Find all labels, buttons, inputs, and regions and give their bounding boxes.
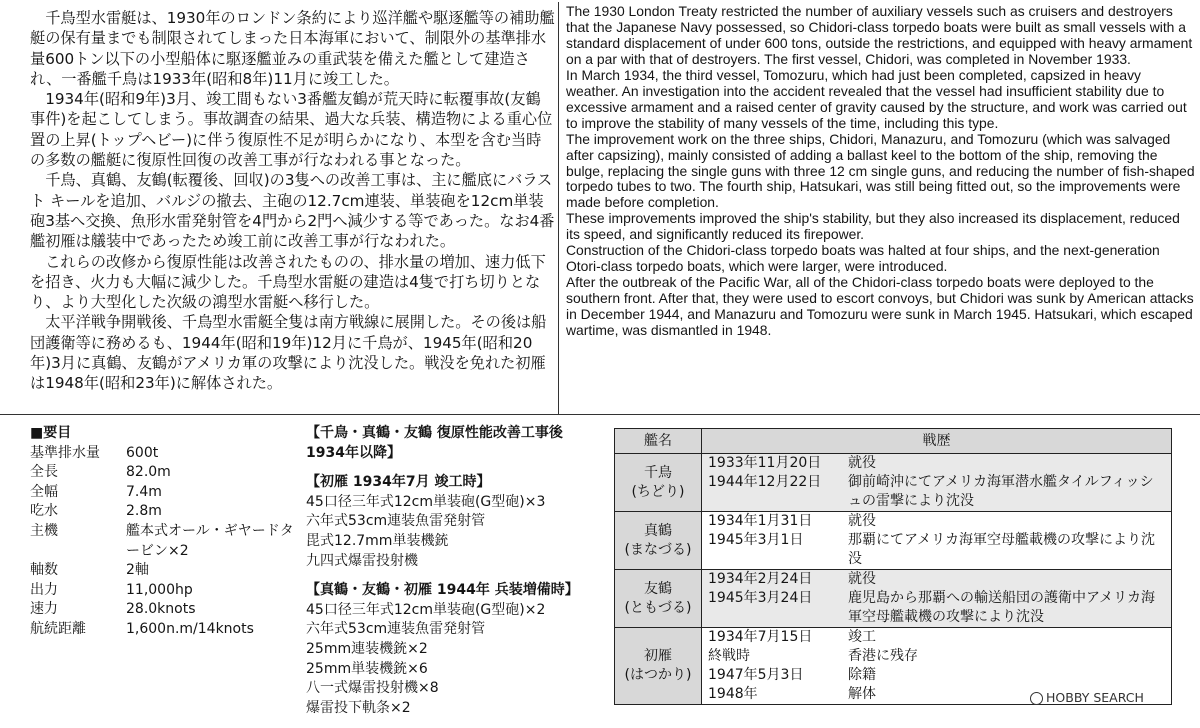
armament-title: 【千鳥・真鶴・友鶴 復原性能改善工事後 1934年以降】 bbox=[306, 425, 563, 461]
armament-item: 25mm連装機銃×2 bbox=[306, 640, 428, 657]
event bbox=[702, 628, 1171, 647]
jp-paragraph-1: 千鳥型水雷艇は、1930年のロンドン条約により巡洋艦や駆逐艦等の補助艦艇の保有量までも制限されてしまった日本海軍において、制限外の基準排水量600トン以下の小型船体に駆逐艦並みの重武装を備えた艦として建造され、一番艦千鳥は1933年(昭和8年)11月に竣工した。 bbox=[30, 9, 555, 88]
armament-item: 六年式53cm連装魚雷発射管 bbox=[306, 513, 486, 530]
event bbox=[702, 454, 1171, 473]
jp-paragraph-4: これらの改修から復原性能は改善されたものの、排水量の増加、速力低下を招き、火力も大幅に減少した。千鳥型水雷艇の建造は4隻で打ち切りとなり、より大型化した次級の鴻型水雷艇へ移行した。 bbox=[30, 252, 546, 312]
spec-value: 1,600n.m/14knots bbox=[126, 620, 254, 637]
armament-item: 八一式爆雷投射機×8 bbox=[306, 680, 439, 697]
event-text: 御前崎沖にてアメリカ海軍潜水艦タイルフィッシュの雷撃により沈没 bbox=[848, 474, 1154, 509]
event-text: 就役 bbox=[848, 571, 876, 587]
armament-section bbox=[306, 473, 606, 571]
event-text: 那覇にてアメリカ海軍空母艦載機の攻撃により沈没 bbox=[848, 532, 1156, 567]
event-date: 1945年3月1日 bbox=[708, 532, 804, 548]
career-row bbox=[615, 512, 1172, 570]
spec-label: 軸数 bbox=[30, 562, 58, 579]
event bbox=[702, 473, 1171, 511]
ship-name: 友鶴 bbox=[644, 580, 672, 597]
spec-value: 7.4m bbox=[126, 483, 162, 500]
event-text: 就役 bbox=[848, 513, 876, 529]
spec-value: 2軸 bbox=[126, 562, 149, 579]
en-paragraph-5: Construction of the Chidori-class torpedo boats was halted at four ships, and the next-generation Otori-class torpedo boats, which were larger, were introduced. bbox=[566, 242, 1160, 275]
en-paragraph-3: The improvement work on the three ships, Chidori, Manazuru, and Tomozuru (which was salvaged after capsizing), mainly consisted of adding a ballast keel to the bottom of the ship, removing the bulge, replacing the single guns with three 12 cm single guns, and reducing the number of fish-shaped torpedo tubes to two. The fourth ship, Hatsukari, was still being fitted out, so the improvements were made before completion. bbox=[566, 130, 1195, 211]
spec-row bbox=[30, 581, 306, 601]
jp-paragraph-5: 太平洋戦争開戦後、千鳥型水雷艇全隻は南方戦線に展開した。その後は船団護衛等に務めるも、1944年(昭和19年)12月に千鳥が、1945年(昭和20年)3月に真鶴、友鶴がアメリカ軍の攻撃により沈没した。戦没を免れた初雁は1948年(昭和23年)に解体された。 bbox=[30, 313, 547, 393]
event-date: 1947年5月3日 bbox=[708, 667, 804, 683]
event-date: 1945年3月24日 bbox=[708, 590, 813, 606]
ship-reading: (ともづる) bbox=[624, 599, 692, 616]
ship-reading: (はつかり) bbox=[624, 667, 692, 683]
armament-item: 45口径三年式12cm単装砲(G型砲)×2 bbox=[306, 601, 546, 618]
ship-name-cell bbox=[615, 512, 702, 570]
events-cell bbox=[702, 570, 1172, 628]
header-history: 戦歴 bbox=[702, 429, 1172, 454]
section-divider bbox=[0, 414, 1200, 415]
specifications bbox=[30, 424, 306, 640]
ship-reading: (まなづる) bbox=[624, 541, 692, 558]
english-description bbox=[566, 4, 1196, 339]
jp-paragraph-3: 千鳥、真鶴、友鶴(転覆後、回収)の3隻への改善工事は、主に艦底にバラスト キールを追加、バルジの撤去、主砲の12.7cm連装、単装砲を12cm単装砲3基へ交換、魚形水雷発射管を4門から2門へ減少する等であった。なお4番艦初雁は艤装中であったため竣工前に改善工事が行なわれた。 bbox=[30, 171, 555, 251]
events-cell bbox=[702, 512, 1172, 570]
spec-row bbox=[30, 522, 306, 561]
event-date: 1948年 bbox=[708, 686, 758, 702]
career-table bbox=[614, 428, 1172, 705]
armament-item: 毘式12.7mm単装機銃 bbox=[306, 532, 449, 549]
event-date: 終戦時 bbox=[708, 648, 750, 664]
career-row bbox=[615, 454, 1172, 512]
armament-section bbox=[306, 581, 606, 718]
event-date: 1933年11月20日 bbox=[708, 455, 822, 471]
ship-name-cell bbox=[615, 454, 702, 512]
event bbox=[702, 531, 1171, 569]
career-row bbox=[615, 570, 1172, 628]
ship-name: 初雁 bbox=[644, 648, 672, 664]
armament-item: 爆雷投下軌条×2 bbox=[306, 699, 411, 716]
spec-value: 600t bbox=[126, 444, 159, 461]
en-paragraph-2: In March 1934, the third vessel, Tomozuru, which had just been completed, capsized in heavy weather. An investigation into the accident revealed that the vessel had insufficient stability due to excessive armament and a raised center of gravity caused by the structure, and work was carried out to improve the stability of many vessels of the time, including this type. bbox=[566, 66, 1187, 131]
events-cell bbox=[702, 454, 1172, 512]
spec-row bbox=[30, 561, 306, 581]
column-divider bbox=[558, 2, 559, 414]
event-text: 解体 bbox=[848, 686, 876, 702]
ship-name-cell bbox=[615, 570, 702, 628]
spec-label: 全長 bbox=[30, 464, 58, 481]
event-text: 鹿児島から那覇への輸送船団の護衛中アメリカ海軍空母艦載機の攻撃により沈没 bbox=[848, 590, 1156, 625]
spec-value: 艦本式オール・ギヤードタービン×2 bbox=[126, 522, 294, 559]
spec-row bbox=[30, 620, 306, 640]
spec-label: 基準排水量 bbox=[30, 444, 100, 461]
spec-label: 吃水 bbox=[30, 503, 58, 520]
header-ship-name: 艦名 bbox=[615, 429, 702, 454]
armament-title: 【初雁 1934年7月 竣工時】 bbox=[306, 474, 491, 491]
ship-name: 千鳥 bbox=[644, 464, 672, 481]
ship-name-cell bbox=[615, 628, 702, 705]
en-paragraph-6: After the outbreak of the Pacific War, all of the Chidori-class torpedo boats were deployed to the southern front. After that, they were used to escort convoys, but Chidori was sunk by American attacks in December 1944, and Manazuru and Tomozuru were sunk in March 1945. Hatsukari, which escaped wartime, was dismantled in 1948. bbox=[566, 274, 1194, 339]
spec-value: 2.8m bbox=[126, 503, 162, 520]
event-date: 1944年12月22日 bbox=[708, 474, 822, 490]
japanese-description bbox=[30, 8, 555, 394]
spec-label: 出力 bbox=[30, 581, 58, 598]
watermark-text: HOBBY SEARCH bbox=[1046, 690, 1144, 705]
ship-name: 真鶴 bbox=[644, 522, 672, 539]
spec-row bbox=[30, 444, 306, 464]
spec-row bbox=[30, 502, 306, 522]
event-text: 竣工 bbox=[848, 629, 876, 645]
spec-label: 航続距離 bbox=[30, 620, 86, 637]
jp-paragraph-2: 1934年(昭和9年)3月、竣工間もない3番艦友鶴が荒天時に転覆事故(友鶴事件)を起こしてしまう。事故調査の結果、過大な兵装、構造物による重心位置の上昇(トップヘビー)に伴う復原性不足が明らかになり、本型を含む当時の多数の艦艇に復原性回復の改善工事が行なわれる事となった。 bbox=[30, 90, 553, 170]
specs-heading: ■要目 bbox=[30, 425, 72, 441]
armament-item: 六年式53cm連装魚雷発射管 bbox=[306, 621, 486, 638]
event bbox=[702, 647, 1171, 666]
armament-item: 45口径三年式12cm単装砲(G型砲)×3 bbox=[306, 493, 546, 510]
spec-row bbox=[30, 463, 306, 483]
hobby-search-logo-icon bbox=[1030, 692, 1043, 705]
spec-value: 28.0knots bbox=[126, 601, 196, 618]
armament-item: 25mm単装機銃×6 bbox=[306, 660, 428, 677]
event-date: 1934年1月31日 bbox=[708, 513, 813, 529]
spec-row bbox=[30, 600, 306, 620]
en-paragraph-1: The 1930 London Treaty restricted the number of auxiliary vessels such as cruisers and destroyers that the Japanese Navy possessed, so Chidori-class torpedo boats were built as small vessels with a standard displacement of under 600 tons, outside the restrictions, and equipped with heavy armament on a par with that of destroyers. The first vessel, Chidori, was completed in November 1933. bbox=[566, 3, 1193, 67]
career-header-row bbox=[615, 429, 1172, 454]
armament-title: 【真鶴・友鶴・初雁 1944年 兵装増備時】 bbox=[306, 582, 579, 599]
event bbox=[702, 570, 1171, 589]
event bbox=[702, 666, 1171, 685]
spec-value: 11,000hp bbox=[126, 581, 193, 598]
watermark bbox=[1030, 690, 1144, 705]
armament-item: 九四式爆雷投射機 bbox=[306, 552, 418, 569]
event-date: 1934年2月24日 bbox=[708, 571, 813, 587]
event bbox=[702, 512, 1171, 531]
event bbox=[702, 589, 1171, 627]
event-date: 1934年7月15日 bbox=[708, 629, 813, 645]
spec-label: 速力 bbox=[30, 601, 58, 618]
event-text: 香港に残存 bbox=[848, 648, 918, 664]
armament-section bbox=[306, 424, 606, 463]
spec-label: 全幅 bbox=[30, 483, 58, 500]
event-text: 就役 bbox=[848, 455, 876, 471]
spec-row bbox=[30, 483, 306, 503]
en-paragraph-4: These improvements improved the ship's stability, but they also increased its displacement, reduced its speed, and significantly reduced its firepower. bbox=[566, 210, 1180, 243]
ship-reading: (ちどり) bbox=[631, 483, 685, 500]
spec-label: 主機 bbox=[30, 522, 58, 539]
spec-value: 82.0m bbox=[126, 464, 171, 481]
event-text: 除籍 bbox=[848, 667, 876, 683]
armament-list bbox=[306, 424, 606, 728]
